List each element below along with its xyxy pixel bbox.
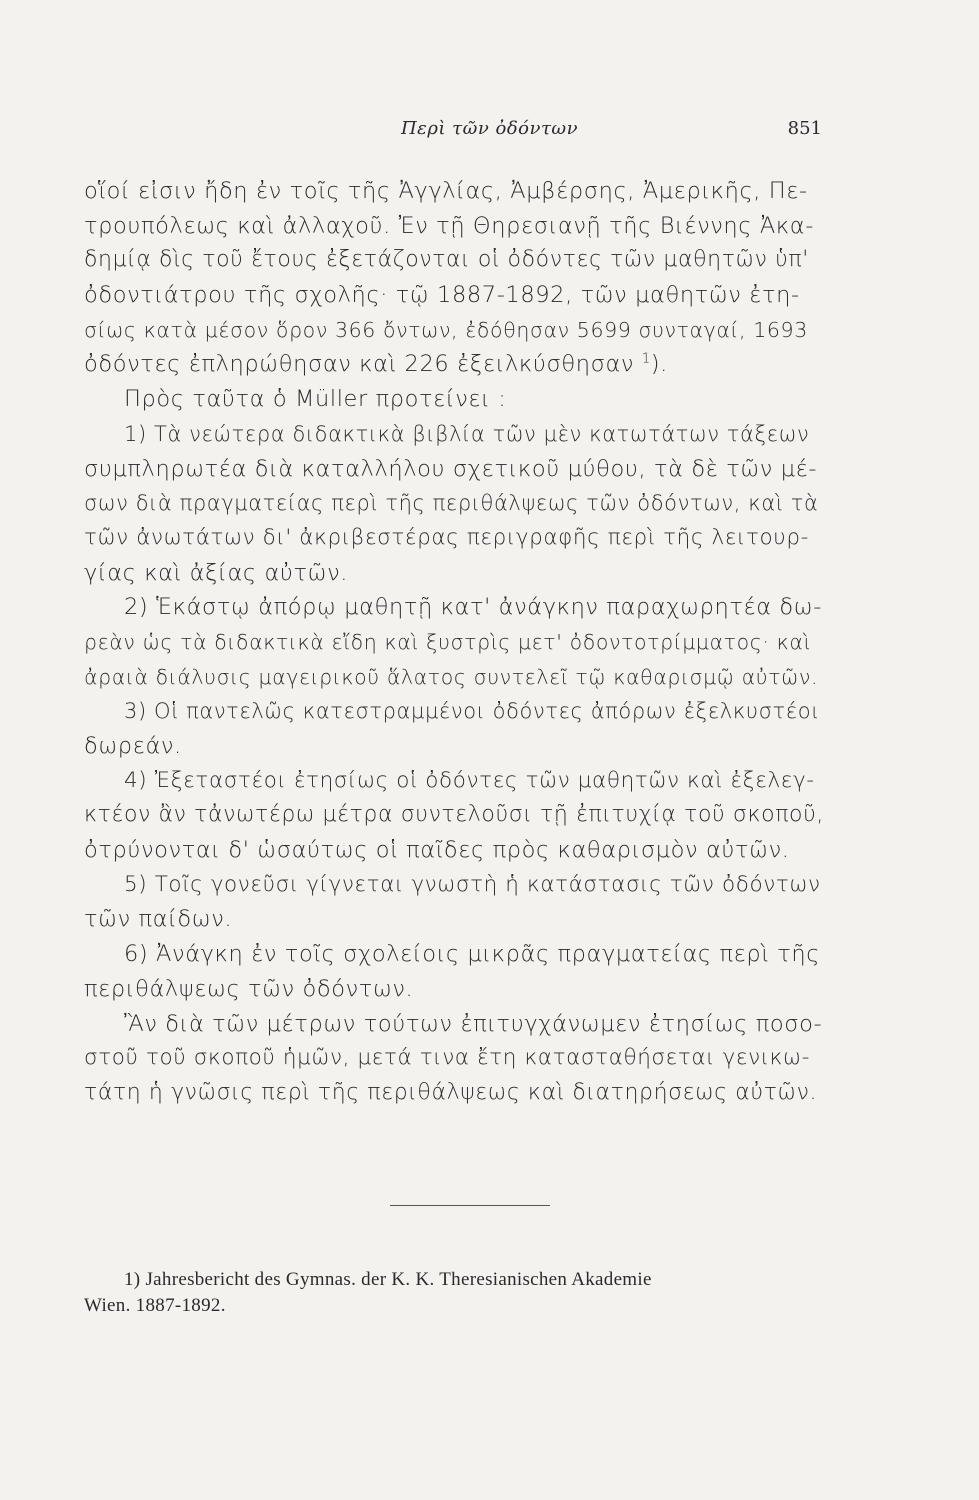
text-line: στοῦ τοῦ σκοποῦ ἡμῶν, μετά τινα ἔτη κατασταθήσεται γενικω- xyxy=(84,1045,810,1071)
list-item-2: 2) Ἑκάστῳ ἀπόρῳ μαθητῇ κατ' ἀνάγκην παραχωρητέα δω- xyxy=(124,594,822,621)
text-line: τῶν παίδων. xyxy=(84,906,233,933)
text-line: σίως κατὰ μέσον ὅρον 366 ὄντων, ἐδόθησαν 5699 συνταγαί, 1693 xyxy=(84,317,808,342)
text-line-main: ὀδόντες ἐπληρώθησαν καὶ 226 ἐξειλκύσθησαν xyxy=(84,351,635,378)
text-line: περιθάλψεως τῶν ὀδόντων. xyxy=(84,975,414,1002)
text-line: ὀτρύνονται δ' ὡσαύτως οἱ παῖδες πρὸς καθαρισμὸν αὐτῶν. xyxy=(84,837,790,864)
list-item-1: 1) Τὰ νεώτερα διδακτικὰ βιβλία τῶν μὲν κατωτάτων τάξεων xyxy=(124,421,810,446)
text-line: κτέον ἂν τἀνωτέρω μέτρα συντελοῦσι τῇ ἐπιτυχίᾳ τοῦ σκοποῦ, xyxy=(84,802,825,828)
running-title: Περὶ τῶν ὀδόντων xyxy=(400,118,579,139)
paragraph-start-line: Ἂν διὰ τῶν μέτρων τούτων ἐπιτυγχάνωμεν ἐτησίως ποσο- xyxy=(124,1010,823,1037)
text-line: δωρεάν. xyxy=(84,733,182,759)
footnote xyxy=(84,1267,844,1319)
text-line: τρουπόλεως καὶ ἀλλαχοῦ. Ἐν τῇ Θηρεσιανῇ τῆς Βιέννης Ἀκα- xyxy=(84,212,814,239)
text-line: τῶν ἀνωτάτων δι' ἀκριβεστέρας περιγραφῆς περὶ τῆς λειτουρ- xyxy=(84,524,809,550)
footnote-line: 1) Jahresbericht des Gymnas. der K. K. Theresianischen Akademie xyxy=(124,1269,652,1290)
paragraph-start-line: Πρὸς ταῦτα ὁ Müller προτείνει : xyxy=(124,386,507,413)
text-line: σων διὰ πραγματείας περὶ τῆς περιθάλψεως τῶν ὀδόντων, καὶ τὰ xyxy=(84,491,819,516)
body-text xyxy=(84,174,824,1111)
footnote-marker: 1 xyxy=(641,351,651,367)
list-item-3: 3) Οἱ παντελῶς κατεστραμμένοι ὀδόντες ἀπόρων ἐξελκυστέοι xyxy=(124,699,820,724)
page-number: 851 xyxy=(787,118,822,139)
text-line: ἀραιὰ διάλυσις μαγειρικοῦ ἅλατος συντελεῖ τῷ καθαρισμῷ αὐτῶν. xyxy=(84,664,819,689)
text-line: συμπληρωτέα διὰ καταλλήλου σχετικοῦ μύθου, τὰ δὲ τῶν μέ- xyxy=(84,455,818,482)
footnote-separator xyxy=(390,1205,550,1206)
running-head xyxy=(0,118,979,146)
text-line: δημίᾳ δὶς τοῦ ἔτους ἐξετάζονται οἱ ὀδόντες τῶν μαθητῶν ὑπ' xyxy=(84,247,809,273)
text-line xyxy=(84,347,824,382)
list-item-4: 4) Ἐξεταστέοι ἐτησίως οἱ ὀδόντες τῶν μαθητῶν καὶ ἐξελεγ- xyxy=(124,767,815,793)
text-line: ὀδοντιάτρου τῆς σχολῆς· τῷ 1887-1892, τῶν μαθητῶν ἐτη- xyxy=(84,282,800,309)
list-item-6: 6) Ἀνάγκη ἐν τοῖς σχολείοις μικρᾶς πραγματείας περὶ τῆς xyxy=(124,941,821,968)
list-item-5: 5) Τοῖς γονεῦσι γίγνεται γνωστὴ ἡ κατάστασις τῶν ὀδόντων xyxy=(124,871,821,897)
text-line: τάτη ἡ γνῶσις περὶ τῆς περιθάλψεως καὶ διατηρήσεως αὐτῶν. xyxy=(84,1079,818,1105)
text-line: ρεὰν ὡς τὰ διδακτικὰ εἴδη καὶ ξυστρὶς μετ' ὀδοντοτρίμματος· καὶ xyxy=(84,629,812,654)
footnote-line: Wien. 1887-1892. xyxy=(84,1295,226,1316)
text-line: γίας καὶ ἀξίας αὐτῶν. xyxy=(84,559,349,586)
text-line-tail: ). xyxy=(650,351,668,378)
text-line: οἵοί εἰσιν ἤδη ἐν τοῖς τῆς Ἀγγλίας, Ἀμβέρσης, Ἀμερικῆς, Πε- xyxy=(84,178,808,204)
